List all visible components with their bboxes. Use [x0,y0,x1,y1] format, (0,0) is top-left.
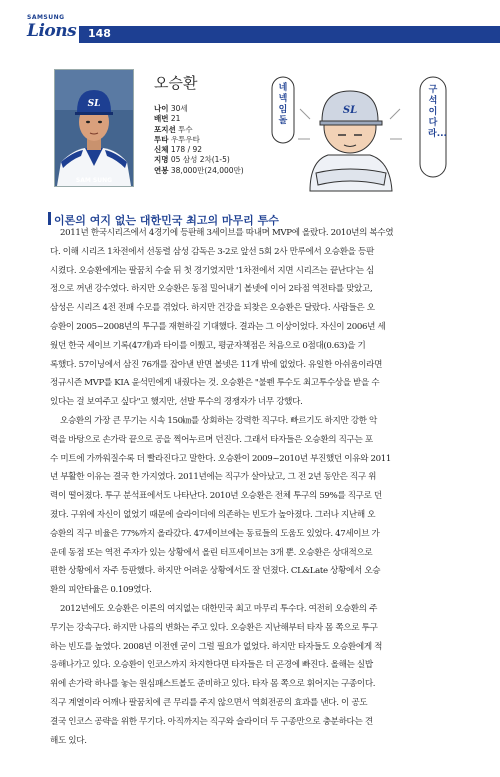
svg-text:SL: SL [87,99,101,109]
photo-caption: SAM SUNG [75,177,113,184]
right-bubble-text: 구석이다라... [428,85,447,139]
body-line: 승환이 2005~2008년의 투구를 재현하길 기대했다. 결과는 그 이상이었다. 자신이 2006년 세 [50,321,386,332]
section-title: 이론의 여지 없는 대한민국 최고의 마무리 투수 [54,214,279,227]
body-line: 졌다. 구위에 자신이 없었기 때문에 슬라이더에 의존하는 빈도가 높아졌다. 그러나 지난해 오 [50,509,376,520]
info-row [154,104,244,114]
player-name: 오승환 [154,74,198,92]
info-value: 21 [170,114,181,124]
info-label: 배번 [154,114,169,124]
left-bubble-text: 네넥임돌 [278,83,288,126]
info-value: 38,000만(24,000만) [170,165,244,175]
body-line: 록했다. 57이닝에서 삼진 76개를 잡아낸 반면 볼넷은 11개 밖에 없었다. 유일한 아쉬움이라면 [50,359,383,370]
body-line: 정규시즌 MVP를 KIA 윤석민에게 내줬다는 것. 오승환은 "불펜 투수도 최고투수상을 받을 수 [50,378,380,389]
page-header [0,0,500,46]
body-line: 무기는 강속구다. 하지만 나름의 변화는 주고 있다. 오승환은 지난해부터 타자 몸 쪽으로 투구 [50,622,378,633]
body-line: 직구 계열이라 어깨나 팔꿈치에 큰 무리를 주지 않으면서 역회전공의 효과를 낸다. 이 공도 [50,697,368,708]
body-line: 편한 상황에서 자주 등판했다. 하지만 어려운 상황에서도 잘 던졌다. CL&Late 상황에서 오승 [50,566,381,577]
body-line: 승환의 직구 비율은 77%까지 올라갔다. 47세이브에는 동료들의 도움도 있었다. 47세이브 가 [50,528,380,539]
team-logo [27,14,79,41]
info-row [154,155,244,165]
info-value: 우투우타 [170,134,200,144]
info-label: 투타 [154,134,169,144]
body-line: 환의 피안타율은 0.109였다. [50,585,152,596]
body-line: 정으로 꺼낸 강수였다. 하지만 오승환은 동점 밀어내기 볼넷에 이어 2타점 역전타를 맞았고, [50,284,373,295]
info-label: 신체 [154,145,169,155]
body-line: 웠던 한국 세이브 기록(47개)과 타이를 이뤘고, 평균자책점은 처음으로 0점대(0.63)을 기 [50,340,366,351]
info-row [154,166,244,176]
article-body [50,224,458,750]
body-line: 수 미트에 가까워질수록 더 빨라진다고 말한다. 오승환이 2009~2010년 부진했던 이유와 2011 [50,453,391,464]
page-number: 148 [88,27,111,40]
player-info [154,104,244,176]
info-label: 포지션 [154,124,176,134]
body-line: 운데 동점 또는 역전 주자가 있는 상황에서 올린 터프세이브는 3개 뿐. 오승환은 상대적으로 [50,547,373,558]
body-line: 력이 떨어졌다. 투구 분석표에서도 나타난다. 2010년 오승환은 전체 투구의 59%를 직구로 던 [50,491,382,502]
body-line: 하는 빈도를 높였다. 2008년 이전엔 굳이 그럴 필요가 없었다. 하지만 타자들도 오승환에게 적 [50,641,383,652]
info-row [154,125,244,135]
player-photo [54,69,134,187]
header-bar [79,26,500,43]
body-line: 위에 손가락 하나를 놓는 원심패스트볼도 준비하고 있다. 타자 몸 쪽으로 휘어지는 구종이다. [50,679,376,690]
body-line: 응해나가고 있다. 오승환이 인코스까지 차지한다면 타자들은 더 곤경에 빠진다. 올해는 실밥 [50,660,373,671]
info-row [154,114,244,124]
info-label: 지명 [154,155,169,165]
info-value: 178 / 92 [170,145,203,155]
body-line: 있다는 걸 보여주고 싶다"고 했지만, 선발 투수의 경쟁자가 너무 강했다. [50,397,303,408]
brand-small-text: SAMSUNG [27,14,65,21]
info-label: 연봉 [154,165,169,175]
body-line: 2012년에도 오승환은 이론의 여지없는 대한민국 최고 마무리 투수다. 여전히 오승환의 주 [60,603,378,614]
info-value: 투수 [178,124,193,134]
cartoon-cap-text: SL [342,105,358,116]
body-line: 시켰다. 오승환에게는 팔꿈치 수술 뒤 첫 경기였지만 '1차전에서 지면 시리즈는 끝난다'는 심 [50,265,374,276]
body-line: 결국 인코스 공략을 위한 무기다. 아직까지는 직구와 슬라이더 두 구종만으로 충분하다는 견 [50,716,373,727]
info-label: 나이 [154,104,169,113]
body-line: 해도 있다. [50,735,87,746]
player-photo-illustration [55,70,133,186]
info-row [154,145,244,155]
info-value: 05 삼성 2차(1-5) [170,155,230,165]
body-line: 오승환의 가장 큰 무기는 시속 150㎞를 상회하는 강력한 직구다. 빠르기도 하지만 강한 악 [60,415,377,426]
body-line: 삼성은 시리즈 4전 전패 수모를 겪었다. 하지만 건강을 되찾은 오승환은 달랐다. 사람들은 오 [50,303,375,314]
body-line: 력을 바탕으로 손가락 끝으로 공을 찍어누르며 던진다. 그래서 타자들은 오승환의 직구는 포 [50,434,373,445]
info-value: 30세 [170,104,188,113]
body-line: 다. 이해 시리즈 1차전에서 선동렬 삼성 감독은 3-2로 앞선 5회 2사 만루에서 오승환을 등판 [50,246,374,257]
info-row [154,135,244,145]
body-line: 년 부활한 이유는 결국 한 가지였다. 2011년에는 직구가 살아났고, 그 전 2년 동안은 직구 위 [50,472,377,483]
player-cartoon [270,69,460,199]
brand-logo-text: Lions [27,21,77,41]
body-line: 2011년 한국시리즈에서 4경기에 등판해 3세이브를 따내며 MVP에 올랐다. 2010년의 복수였 [60,228,394,238]
